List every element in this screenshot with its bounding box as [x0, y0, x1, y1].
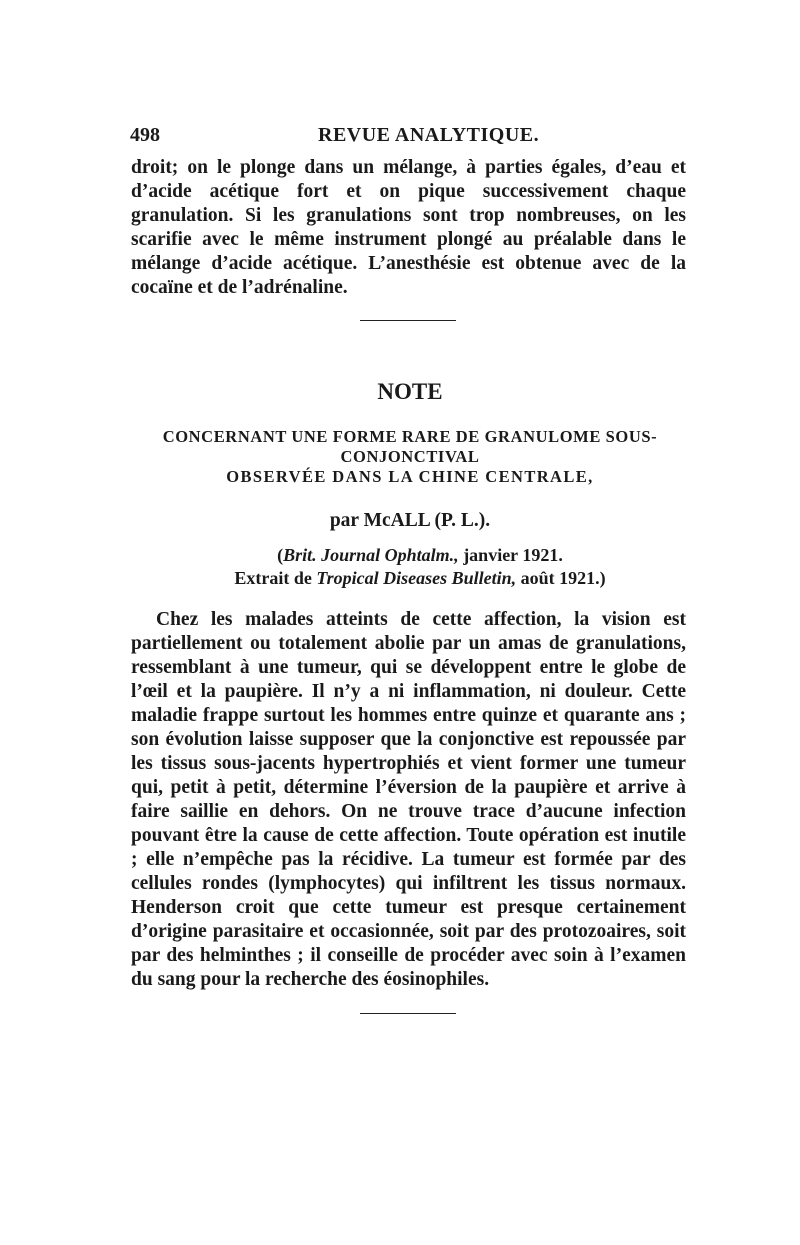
body-paragraph: Chez les malades atteints de cette affection, la vision est partiellement ou totalement abolie par un amas de granulations, ressemblant à une tumeur, qui se développent entre le globe de l’œil et la paupière. Il n’y a ni inflammation, ni douleur. Cette maladie frappe surtout les hommes entre quinze et quarante ans ; son évolution laisse supposer que la conjonctive est repoussée par les tissus sous-jacents hypertrophiés et vient former une tumeur qui, petit à petit, détermine l’éversion de la paupière et arrive à faire saillie en dehors. On ne trouve trace d’aucune infection pouvant être la cause de cette affection. Toute opération est inutile ; elle n’empêche pas la récidive. La tumeur est formée par des cellules rondes (lymphocytes) qui infiltrent les tissus normaux. Henderson croit que cette tumeur est presque certainement d’origine parasitaire et occasionnée, soit par des protozoaires, soit par des helminthes ; il conseille de procéder avec soin à l’examen du sang pour la recherche des éosinophiles. [131, 609, 686, 990]
citation-date: janvier 1921. [458, 545, 563, 565]
citation-paren: ( [277, 545, 284, 565]
section-divider [360, 320, 456, 321]
extract-date: août 1921.) [516, 568, 606, 588]
source-citation-line-2 [200, 568, 640, 589]
running-title: REVUE ANALYTIQUE. [318, 124, 540, 146]
continuation-paragraph: droit; on le plonge dans un mélange, à parties égales, d’eau et d’acide acétique fort et on pique successivement chaque granulation. Si les granulations sont trop nombreuses, on les scarifie avec le même instrument plongé au préalable dans le mélange d’acide acétique. L’anesthésie est obtenue avec de la cocaïne et de l’adrénaline. [131, 157, 686, 298]
source-citation-line-1 [220, 545, 620, 566]
author-byline: par McALL (P. L.). [329, 510, 491, 531]
note-title: NOTE [377, 379, 443, 404]
end-divider [360, 1013, 456, 1014]
journal-name: Brit. Journal Ophtalm., [283, 545, 459, 565]
bulletin-name: Tropical Diseases Bulletin, [316, 568, 517, 588]
page-number: 498 [130, 124, 160, 146]
page-header [130, 124, 678, 154]
note-subtitle-line-2: OBSERVÉE DANS LA CHINE CENTRALE, [226, 467, 594, 486]
extract-prefix: Extrait de [234, 568, 317, 588]
note-subtitle-line-1: CONCERNANT UNE FORME RARE DE GRANULOME SOUS-CONJONCTIVAL [162, 427, 658, 466]
